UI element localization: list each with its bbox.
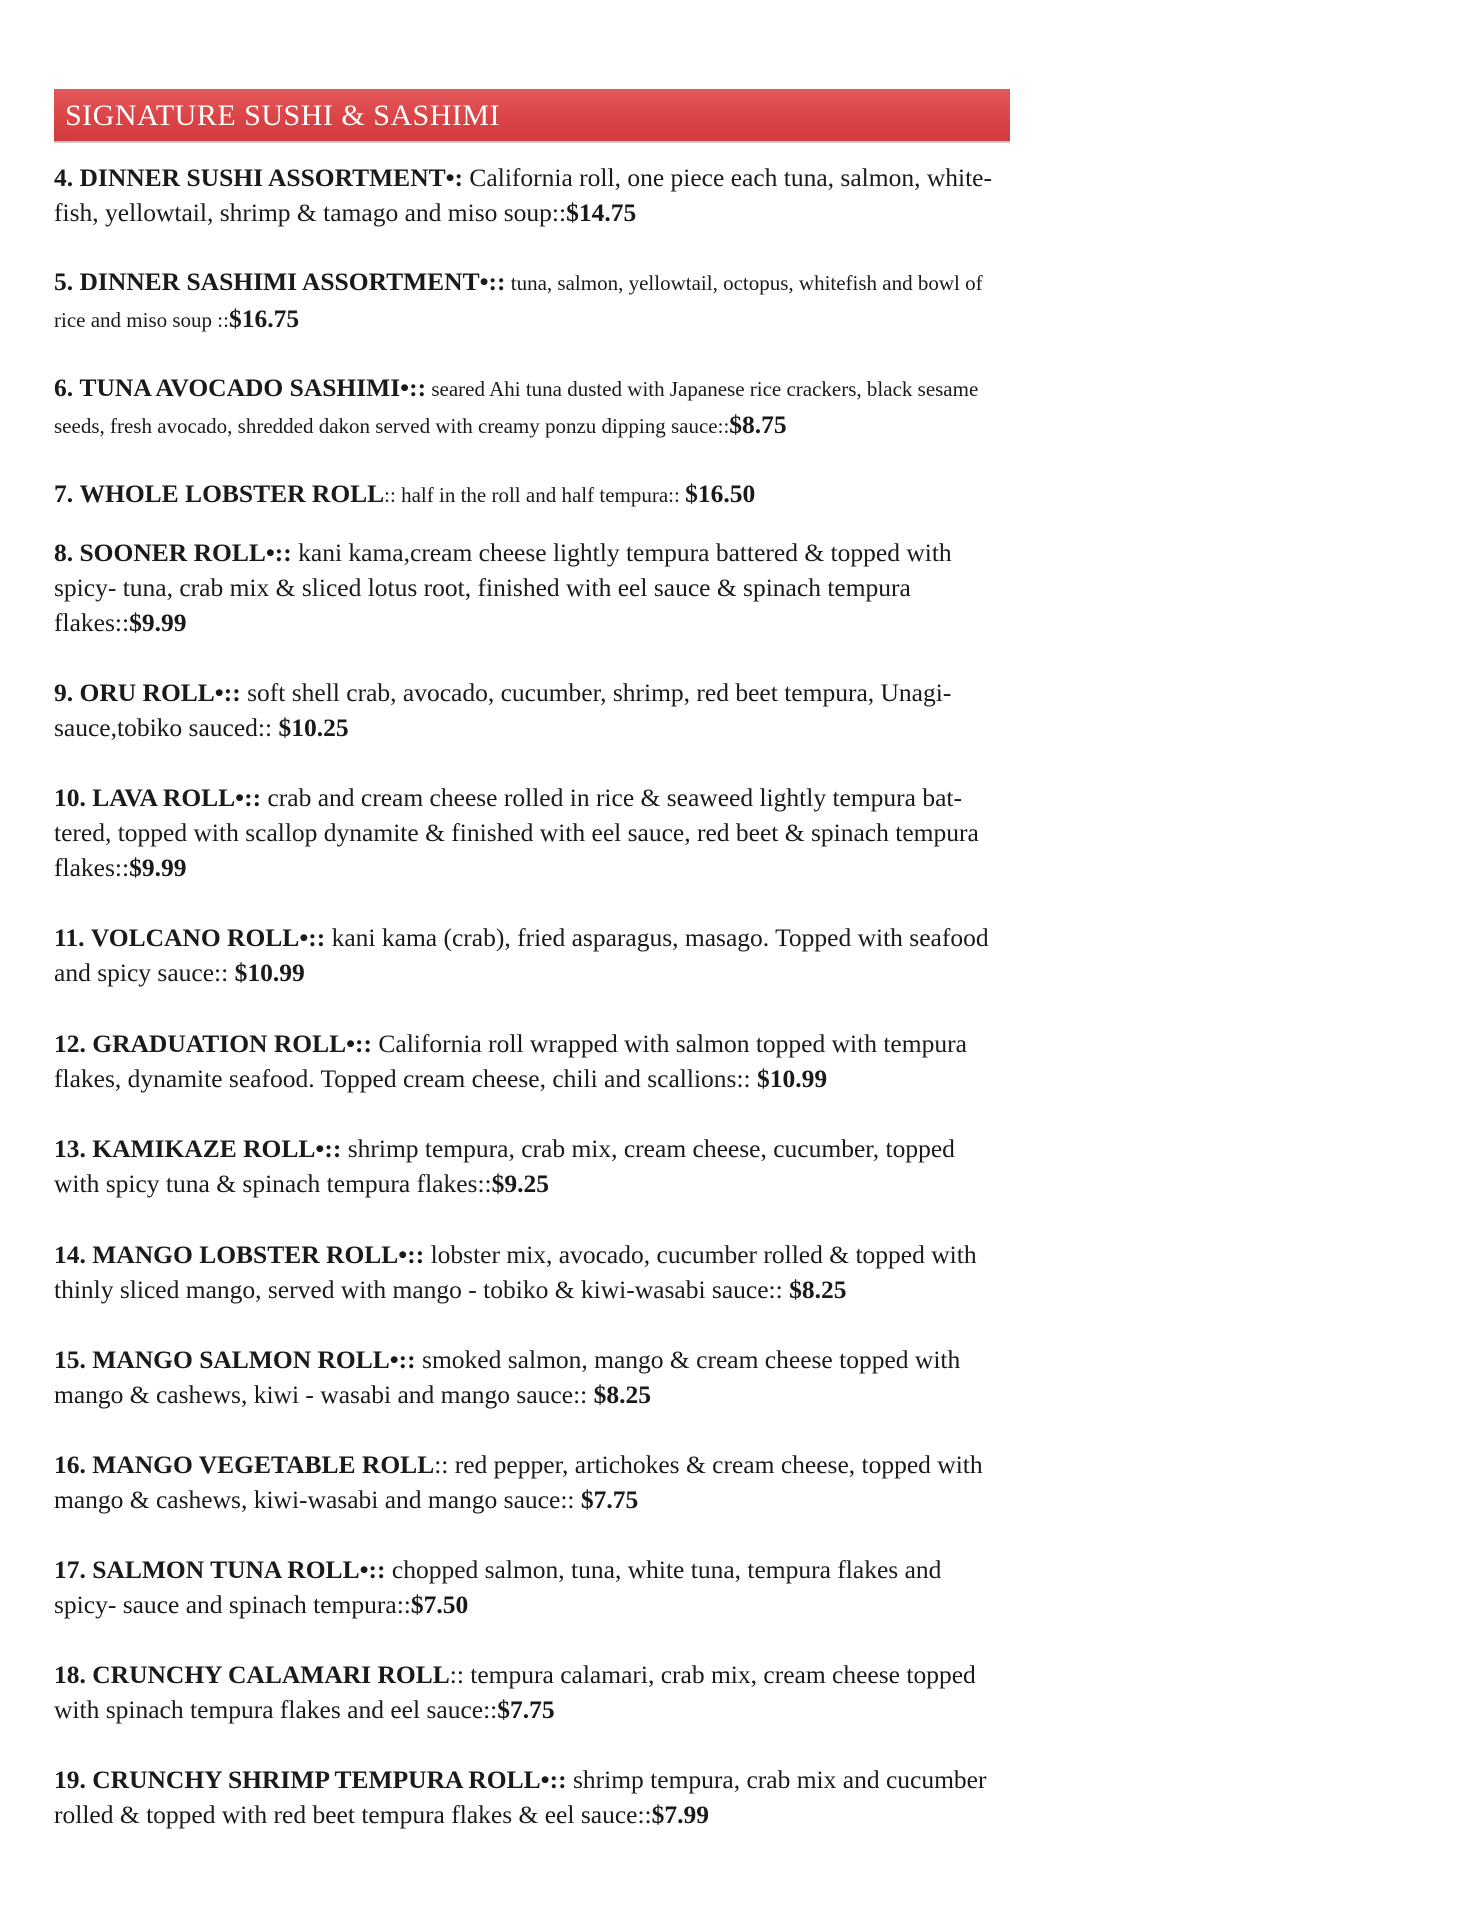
item-description: flakes:: — [54, 608, 130, 637]
item-name: SOONER ROLL•:: — [79, 538, 292, 567]
item-description: thinly sliced mango, served with mango - tobiko & kiwi-wasabi sauce:: — [54, 1275, 790, 1304]
menu-item — [54, 535, 1154, 640]
item-number: 11. — [54, 923, 85, 952]
menu-item — [54, 1342, 1154, 1412]
item-description: shrimp tempura, crab mix and cucumber — [566, 1765, 987, 1794]
item-price: $9.25 — [491, 1169, 550, 1198]
menu-item — [54, 920, 1154, 990]
item-price: $8.75 — [729, 410, 787, 439]
item-description: crab and cream cheese rolled in rice & seaweed lightly tempura bat- — [261, 783, 963, 812]
item-description: :: tempura calamari, crab mix, cream cheese topped — [449, 1660, 976, 1689]
menu-item — [54, 1131, 1154, 1201]
item-description: spicy- sauce and spinach tempura:: — [54, 1590, 411, 1619]
item-name: TUNA AVOCADO SASHIMI•:: — [79, 373, 427, 402]
item-name: CRUNCHY CALAMARI ROLL — [92, 1660, 450, 1689]
item-name: DINNER SASHIMI ASSORTMENT•:: — [79, 267, 506, 296]
item-name: MANGO VEGETABLE ROLL — [92, 1450, 435, 1479]
menu-item — [54, 1447, 1154, 1517]
item-price: $7.50 — [410, 1590, 469, 1619]
item-price: $16.75 — [228, 304, 300, 333]
item-name: MANGO SALMON ROLL•:: — [92, 1345, 416, 1374]
item-description: California roll wrapped with salmon topped with tempura — [372, 1029, 967, 1058]
item-number: 17. — [54, 1555, 86, 1584]
item-name: MANGO LOBSTER ROLL•:: — [92, 1240, 425, 1269]
item-name: ORU ROLL•:: — [79, 678, 241, 707]
item-price: $7.75 — [580, 1485, 639, 1514]
menu-item — [54, 1237, 1154, 1307]
item-description: chopped salmon, tuna, white tuna, tempura flakes and — [385, 1555, 942, 1584]
item-number: 19. — [54, 1765, 86, 1794]
item-description: seared Ahi tuna dusted with Japanese rice crackers, black sesame — [426, 377, 979, 401]
item-description: soft shell crab, avocado, cucumber, shrimp, red beet tempura, Unagi- — [240, 678, 952, 707]
item-name: DINNER SUSHI ASSORTMENT•: — [79, 163, 464, 192]
section-banner — [54, 89, 1010, 143]
item-name: CRUNCHY SHRIMP TEMPURA ROLL•:: — [92, 1765, 567, 1794]
item-number: 12. — [54, 1029, 86, 1058]
item-number: 18. — [54, 1660, 86, 1689]
item-number: 5. — [54, 267, 74, 296]
item-description: kani kama (crab), fried asparagus, masago. Topped with seafood — [325, 923, 989, 952]
item-description: :: half in the roll and half tempura:: — [384, 483, 686, 507]
item-name: GRADUATION ROLL•:: — [92, 1029, 373, 1058]
menu-item — [54, 1657, 1154, 1727]
menu-item — [54, 264, 1154, 338]
item-description: mango & cashews, kiwi-wasabi and mango sauce:: — [54, 1485, 581, 1514]
item-number: 7. — [54, 479, 74, 508]
item-description: with spinach tempura flakes and eel sauce:: — [54, 1695, 498, 1724]
item-price: $9.99 — [129, 608, 187, 637]
item-description: tuna, salmon, yellowtail, octopus, whitefish and bowl of — [505, 271, 983, 295]
item-number: 6. — [54, 373, 74, 402]
menu-item — [54, 1762, 1154, 1832]
item-price: $8.25 — [593, 1380, 651, 1409]
item-description: smoked salmon, mango & cream cheese topped with — [415, 1345, 961, 1374]
item-name: WHOLE LOBSTER ROLL — [79, 479, 385, 508]
menu-item — [54, 370, 1154, 444]
item-description: flakes:: — [54, 853, 130, 882]
item-name: VOLCANO ROLL•:: — [90, 923, 326, 952]
item-description: mango & cashews, kiwi - wasabi and mango sauce:: — [54, 1380, 594, 1409]
item-number: 8. — [54, 538, 74, 567]
item-number: 9. — [54, 678, 74, 707]
item-name: LAVA ROLL•:: — [92, 783, 262, 812]
item-description: spicy- tuna, crab mix & sliced lotus root, finished with eel sauce & spinach tempura — [54, 573, 911, 602]
item-price: $9.99 — [129, 853, 187, 882]
item-description: with spicy tuna & spinach tempura flakes:: — [54, 1169, 492, 1198]
menu-item — [54, 1026, 1154, 1096]
section-title: SIGNATURE SUSHI & SASHIMI — [65, 99, 501, 132]
item-price: $10.25 — [278, 713, 349, 742]
item-price: $14.75 — [566, 198, 637, 227]
item-number: 10. — [54, 783, 86, 812]
item-description: rice and miso soup :: — [54, 308, 229, 332]
item-description: and spicy sauce:: — [54, 958, 235, 987]
item-description: shrimp tempura, crab mix, cream cheese, cucumber, topped — [341, 1134, 955, 1163]
item-description: seeds, fresh avocado, shredded dakon served with creamy ponzu dipping sauce:: — [54, 414, 730, 438]
menu-item — [54, 1552, 1154, 1622]
item-price: $10.99 — [234, 958, 305, 987]
menu-item — [54, 476, 1154, 513]
item-description: tered, topped with scallop dynamite & finished with eel sauce, red beet & spinach tempura — [54, 818, 979, 847]
item-description: rolled & topped with red beet tempura flakes & eel sauce:: — [54, 1800, 652, 1829]
item-price: $7.99 — [651, 1800, 709, 1829]
menu-item — [54, 675, 1154, 745]
item-description: kani kama,cream cheese lightly tempura battered & topped with — [291, 538, 952, 567]
item-description: California roll, one piece each tuna, salmon, white- — [463, 163, 992, 192]
item-number: 13. — [54, 1134, 86, 1163]
menu-item — [54, 780, 1154, 885]
item-name: SALMON TUNA ROLL•:: — [92, 1555, 386, 1584]
item-price: $8.25 — [789, 1275, 847, 1304]
item-name: KAMIKAZE ROLL•:: — [92, 1134, 342, 1163]
item-description: lobster mix, avocado, cucumber rolled & topped with — [424, 1240, 977, 1269]
item-number: 15. — [54, 1345, 86, 1374]
item-description: :: red pepper, artichokes & cream cheese, topped with — [434, 1450, 983, 1479]
menu-item — [54, 160, 1154, 230]
item-number: 16. — [54, 1450, 86, 1479]
item-price: $10.99 — [757, 1064, 828, 1093]
item-price: $16.50 — [685, 479, 756, 508]
item-description: fish, yellowtail, shrimp & tamago and miso soup:: — [54, 198, 567, 227]
item-number: 4. — [54, 163, 74, 192]
item-description: sauce,tobiko sauced:: — [54, 713, 279, 742]
item-price: $7.75 — [497, 1695, 555, 1724]
item-number: 14. — [54, 1240, 86, 1269]
item-description: flakes, dynamite seafood. Topped cream cheese, chili and scallions:: — [54, 1064, 758, 1093]
